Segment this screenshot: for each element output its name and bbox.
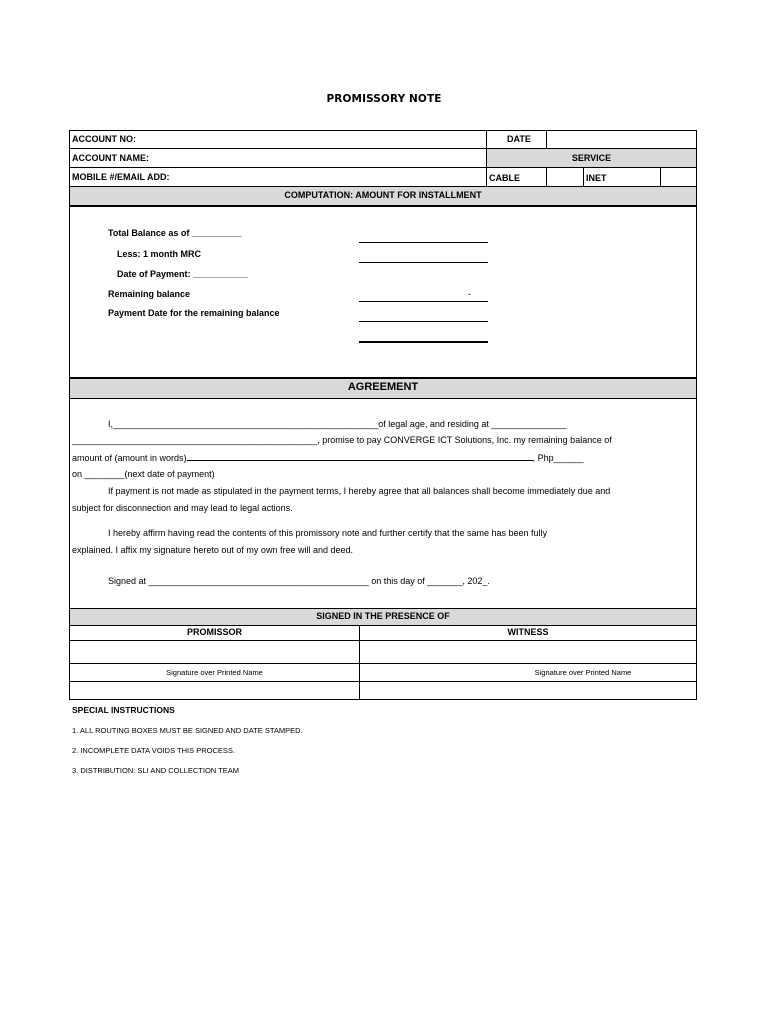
witness-date-field[interactable]	[360, 682, 696, 699]
agreement-line-1[interactable]: I,_____________________________________________________of legal age, and residing at _______________	[108, 419, 567, 429]
php-label: , Php______	[532, 453, 584, 463]
promissor-label: PROMISSOR	[186, 627, 242, 637]
agreement-para2-line2: subject for disconnection and may lead to legal actions.	[72, 503, 293, 513]
agreement-para2-line1: If payment is not made as stipulated in the payment terms, I hereby agree that all balances shall become immediately due and	[108, 486, 611, 496]
signed-at-line[interactable]: Signed at ____________________________________________ on this day of _______, 202_.	[108, 576, 490, 586]
date-field[interactable]	[547, 131, 696, 148]
account-no-label: ACCOUNT NO:	[72, 134, 136, 144]
promissor-signature-caption: Signature over Printed Name	[166, 668, 263, 677]
agreement-para3-line1: I hereby affirm having read the contents of this promissory note and further certify that the same has been fully	[108, 528, 548, 538]
inet-label: INET	[586, 173, 607, 183]
service-label: SERVICE	[571, 153, 612, 163]
remaining-balance-line[interactable]	[359, 301, 488, 302]
date-label: DATE	[507, 134, 531, 144]
agreement-line-3[interactable]	[72, 451, 584, 463]
total-balance-line[interactable]	[359, 242, 488, 243]
computation-heading: COMPUTATION: AMOUNT FOR INSTALLMENT	[284, 190, 482, 200]
witness-signature-field[interactable]	[360, 641, 696, 663]
remaining-balance-label: Remaining balance	[108, 289, 191, 299]
instruction-item: 3. DISTRIBUTION: SLI AND COLLECTION TEAM	[72, 766, 239, 775]
inet-checkbox[interactable]	[661, 168, 696, 185]
agreement-heading: AGREEMENT	[347, 381, 419, 393]
presence-heading: SIGNED IN THE PRESENCE OF	[316, 611, 450, 621]
mobile-email-label: MOBILE #/EMAIL ADD:	[72, 172, 170, 182]
less-mrc-line[interactable]	[359, 262, 488, 263]
total-balance-label: Total Balance as of __________	[108, 228, 242, 238]
witness-signature-caption: Signature over Printed Name	[534, 668, 632, 677]
cable-checkbox[interactable]	[547, 168, 583, 185]
account-no-field[interactable]	[140, 131, 485, 148]
payment-date-remaining-line[interactable]	[359, 321, 488, 322]
instruction-item: 1. ALL ROUTING BOXES MUST BE SIGNED AND DATE STAMPED.	[72, 726, 303, 735]
promissor-date-field[interactable]	[70, 682, 359, 699]
account-name-field[interactable]	[150, 149, 485, 166]
total-line[interactable]	[359, 341, 488, 343]
amount-in-words-label: amount of (amount in words)	[72, 453, 187, 463]
cable-label: CABLE	[489, 173, 520, 183]
account-name-label: ACCOUNT NAME:	[72, 153, 149, 163]
agreement-line-4[interactable]: on ________(next date of payment)	[72, 469, 215, 479]
page-title: PROMISSORY NOTE	[326, 93, 442, 105]
remaining-balance-dash: -	[468, 289, 471, 299]
payment-date-remaining-label: Payment Date for the remaining balance	[108, 308, 280, 318]
instruction-item: 2. INCOMPLETE DATA VOIDS THIS PROCESS.	[72, 746, 235, 755]
date-of-payment-label: Date of Payment: ___________	[117, 269, 249, 279]
agreement-para3-line2: explained. I affix my signature hereto out of my own free will and deed.	[72, 545, 353, 555]
promissor-signature-field[interactable]	[70, 641, 359, 663]
mobile-email-field[interactable]	[170, 168, 485, 185]
agreement-line-2[interactable]: _________________________________________________, promise to pay CONVERGE ICT Solutions, Inc. my remaining balance of	[72, 435, 612, 445]
instructions-heading: SPECIAL INSTRUCTIONS	[72, 705, 175, 715]
witness-label: WITNESS	[507, 627, 549, 637]
amount-in-words-line[interactable]	[187, 451, 533, 461]
less-mrc-label: Less: 1 month MRC	[117, 249, 202, 259]
